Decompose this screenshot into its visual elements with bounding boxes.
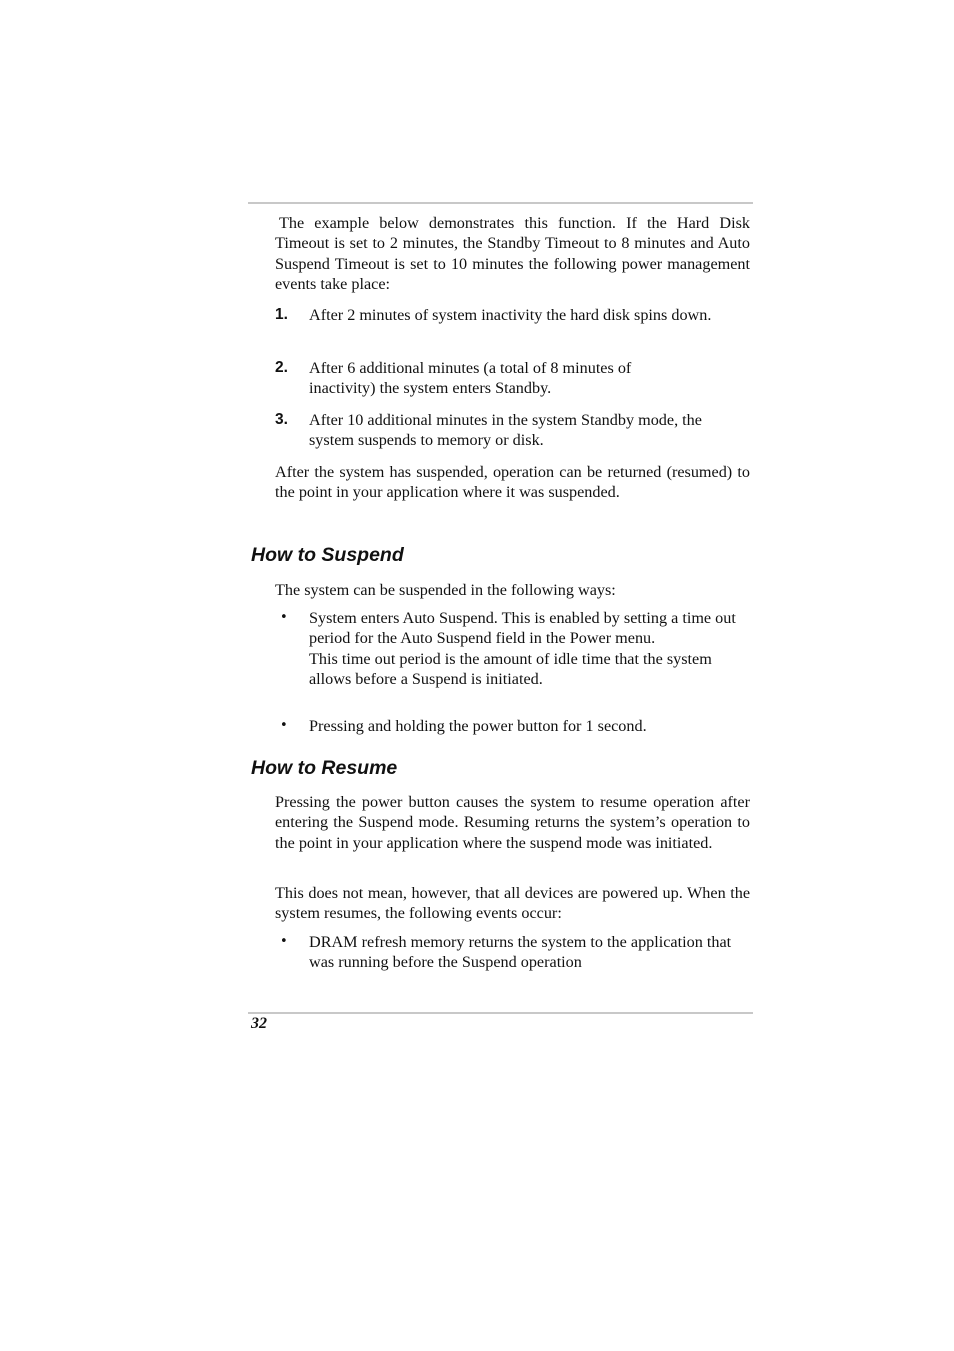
step-number: 2. — [275, 359, 288, 376]
bullet-text: DRAM refresh memory returns the system to the application that was running before the Suspend operation — [309, 933, 732, 972]
footer-rule — [248, 1012, 753, 1014]
bullet-icon: • — [280, 718, 288, 733]
section-heading-suspend: How to Suspend — [251, 544, 404, 566]
page-number: 32 — [251, 1015, 267, 1032]
bullet-icon: • — [280, 934, 288, 949]
bullet-note-text: This time out period is the amount of idle time that the system allows before a Suspend is initiated. — [309, 649, 712, 688]
section-heading-resume: How to Resume — [251, 757, 398, 779]
resume-paragraph-1: Pressing the power button causes the system to resume operation after entering the Suspend mode. Resuming returns the system’s operation to the point in your application where the suspend mode was initiated. — [275, 793, 750, 852]
step-number: 3. — [275, 411, 288, 428]
step-text: After 6 additional minutes (a total of 8 minutes of inactivity) the system enters Standby. — [309, 359, 632, 398]
intro-paragraph: The example below demonstrates this function. If the Hard Disk Timeout is set to 2 minutes, the Standby Timeout to 8 minutes and Auto Suspend Timeout is set to 10 minutes the following power management events take place: — [275, 214, 750, 293]
bullet-text — [309, 608, 739, 689]
step-text: After 10 additional minutes in the system Standby mode, the system suspends to memory or disk. — [309, 411, 702, 450]
bullet-text: Pressing and holding the power button for 1 second. — [309, 717, 647, 735]
resume-paragraph-2: This does not mean, however, that all devices are powered up. When the system resumes, the following events occur: — [275, 884, 750, 923]
step-text: After 2 minutes of system inactivity the hard disk spins down. — [309, 306, 712, 324]
bullet-main-text: System enters Auto Suspend. This is enabled by setting a time out period for the Auto Suspend field in the Power menu. — [309, 609, 736, 648]
bullet-icon: • — [280, 610, 288, 625]
step-number: 1. — [275, 306, 288, 323]
after-suspend-paragraph: After the system has suspended, operation can be returned (resumed) to the point in your application where it was suspended. — [275, 463, 750, 502]
header-rule — [248, 202, 753, 204]
suspend-intro: The system can be suspended in the following ways: — [275, 581, 616, 599]
